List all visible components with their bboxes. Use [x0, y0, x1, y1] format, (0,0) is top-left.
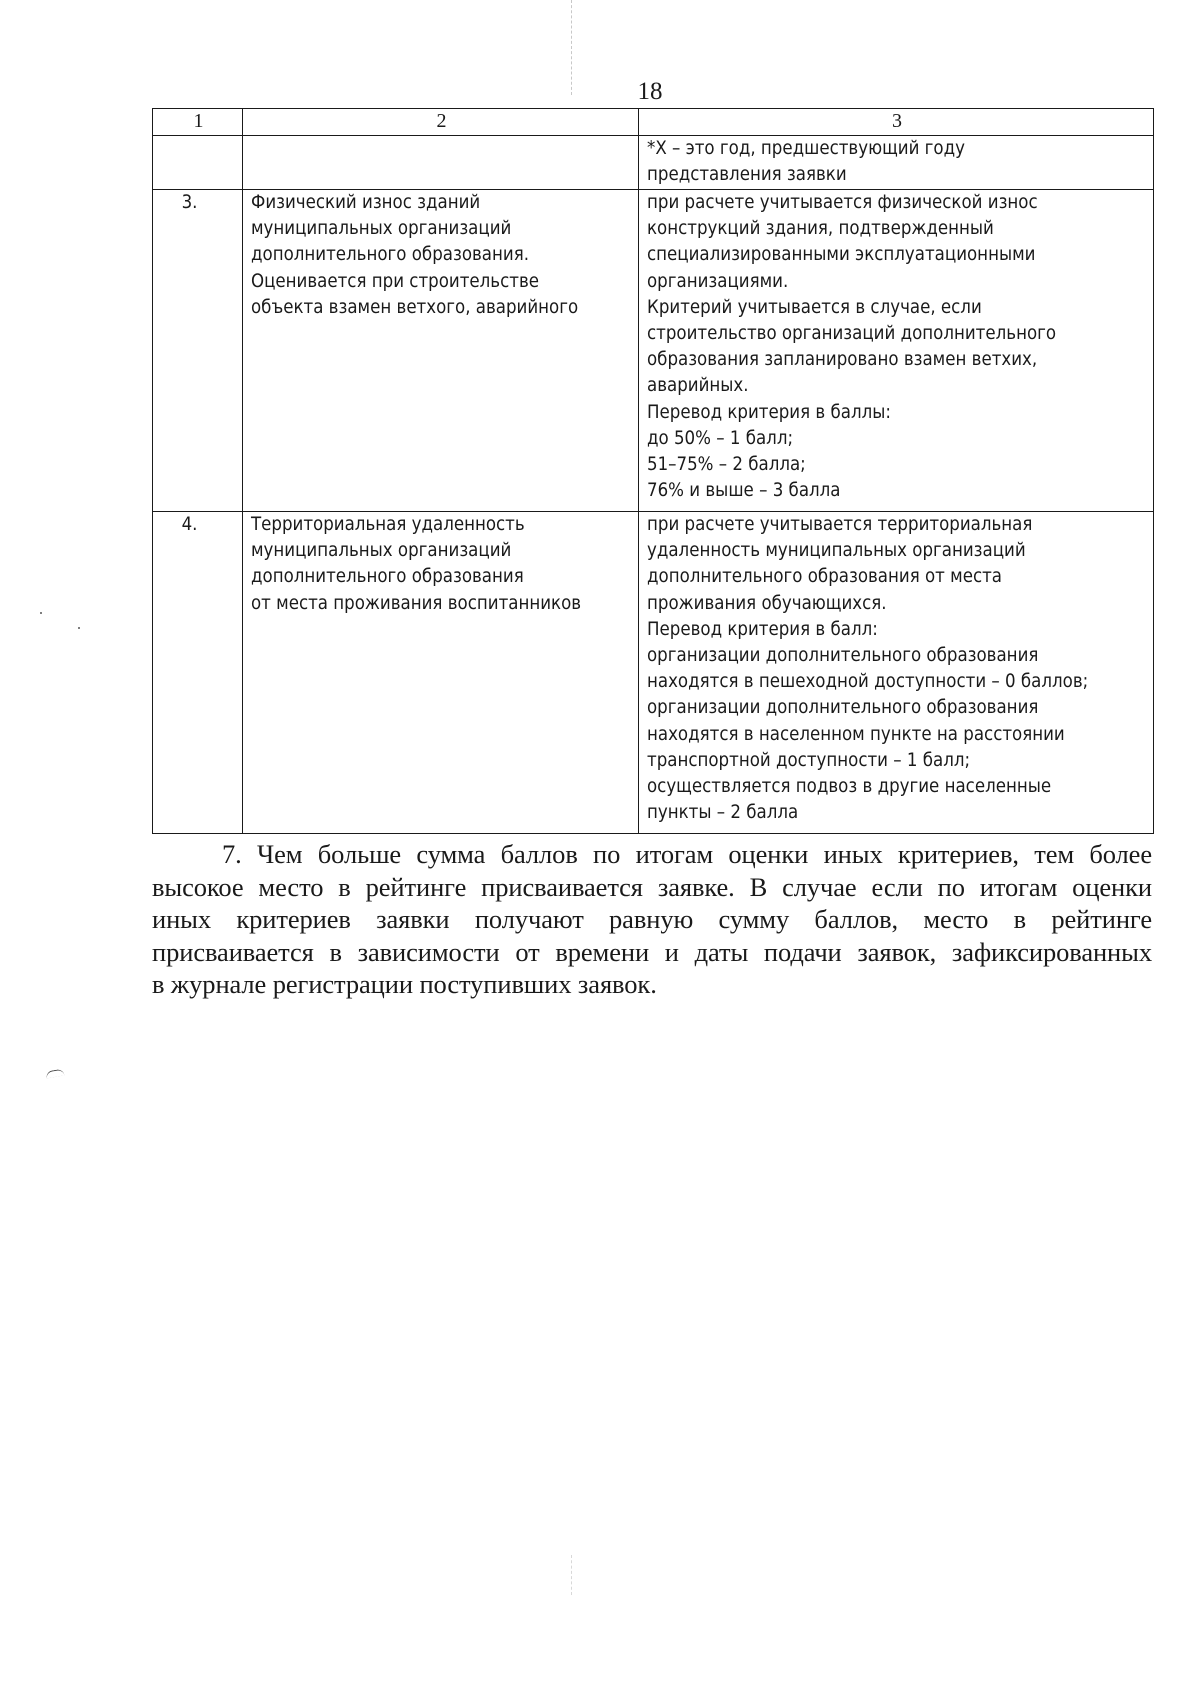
description-line: пункты – 2 балла — [647, 802, 799, 824]
criterion-line: муниципальных организаций — [251, 540, 512, 562]
criterion-cell — [243, 512, 639, 834]
criterion-cell — [243, 136, 639, 190]
description-line: находятся в населенном пункте на расстоянии — [647, 723, 1065, 745]
criterion-line: дополнительного образования. — [251, 244, 529, 266]
paragraph-line: высокое место в рейтинге присваивается заявке. В случае если по итогам оценки — [152, 871, 1152, 902]
paragraph-line: иных критериев заявки получают равную сумму баллов, место в рейтинге — [152, 904, 1152, 934]
body-paragraph — [152, 838, 1152, 1001]
criterion-line: Физический износ зданий — [251, 192, 481, 213]
criterion-line: Оценивается при строительстве — [251, 270, 539, 292]
description-line: 51–75% – 2 балла; — [647, 454, 806, 476]
description-line: организации дополнительного образования — [647, 645, 1039, 667]
row-number — [153, 136, 243, 190]
criterion-line: муниципальных организаций — [251, 218, 512, 240]
description-cell — [639, 512, 1154, 834]
row-number: 4. — [153, 512, 243, 834]
description-line: Перевод критерия в баллы: — [647, 401, 891, 423]
description-line: до 50% – 1 балл; — [647, 427, 794, 449]
criterion-line: дополнительного образования — [251, 566, 524, 588]
description-line: представления заявки — [647, 164, 847, 186]
description-line: строительство организаций дополнительного — [647, 323, 1057, 345]
paragraph-line: в журнале регистрации поступивших заявок. — [152, 969, 657, 999]
description-line: Перевод критерия в балл: — [647, 618, 878, 640]
description-line: транспортной доступности – 1 балл; — [647, 749, 971, 771]
scan-mark — [46, 1068, 65, 1078]
description-line: специализированными эксплуатационными — [647, 244, 1036, 266]
row-number: 3. — [153, 190, 243, 512]
table-header-row — [153, 109, 1154, 136]
scan-speck — [40, 612, 42, 614]
description-line: конструкций здания, подтвержденный — [647, 218, 994, 240]
description-line: *X – это год, предшествующий году — [647, 138, 965, 159]
table-row-criterion-4 — [153, 512, 1154, 834]
description-line: Критерий учитывается в случае, если — [647, 296, 982, 318]
description-line: проживания обучающихся. — [647, 592, 887, 614]
paragraph-line: 7. Чем больше сумма баллов по итогам оценки иных критериев, тем более — [222, 839, 1152, 869]
criterion-cell — [243, 190, 639, 512]
description-line: аварийных. — [647, 375, 749, 397]
column-header-3: 3 — [639, 109, 1154, 136]
table-row-footnote — [153, 136, 1154, 190]
criterion-line: Территориальная удаленность — [251, 514, 525, 535]
description-line: организациями. — [647, 270, 789, 292]
page-number: 18 — [637, 78, 663, 105]
column-header-2: 2 — [243, 109, 639, 136]
description-line: дополнительного образования от места — [647, 566, 1002, 588]
scan-fold-line — [571, 0, 572, 95]
description-cell — [639, 136, 1154, 190]
description-line: осуществляется подвоз в другие населенные — [647, 776, 1052, 798]
description-line: находятся в пешеходной доступности – 0 баллов; — [647, 671, 1089, 693]
description-cell — [639, 190, 1154, 512]
description-line: 76% и выше – 3 балла — [647, 480, 841, 502]
paragraph-line: присваивается в зависимости от времени и даты подачи заявок, зафиксированных — [152, 936, 1152, 967]
description-line: при расчете учитывается физической износ — [647, 192, 1038, 213]
description-line: образования запланировано взамен ветхих, — [647, 349, 1038, 371]
description-line: организации дополнительного образования — [647, 697, 1039, 719]
scan-speck — [78, 627, 80, 629]
table-row-criterion-3 — [153, 190, 1154, 512]
description-line: при расчете учитывается территориальная — [647, 514, 1033, 535]
column-header-1: 1 — [153, 109, 243, 136]
criteria-table — [152, 108, 1154, 834]
scan-fold-line-bottom — [571, 1555, 572, 1595]
criterion-line: от места проживания воспитанников — [251, 592, 582, 614]
criterion-line: объекта взамен ветхого, аварийного — [251, 296, 579, 318]
description-line: удаленность муниципальных организаций — [647, 540, 1026, 562]
